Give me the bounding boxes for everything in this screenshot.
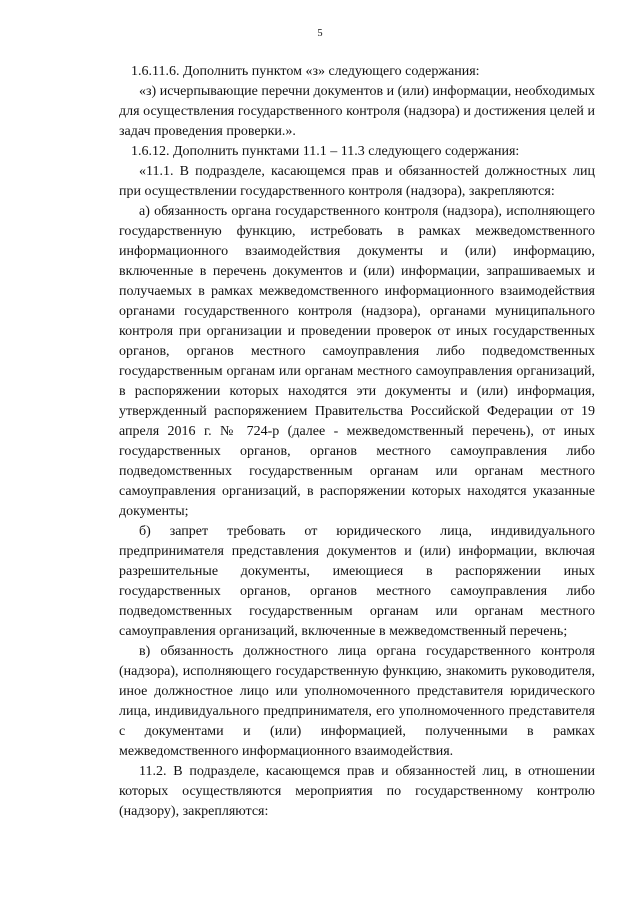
document-body [119, 62, 595, 822]
paragraph-11-2: 11.2. В подразделе, касающемся прав и обязанностей лиц, в отношении которых осуществляются мероприятия по государственному контролю (надзору), закрепляются: [119, 764, 595, 819]
paragraph-11-1: «11.1. В подразделе, касающемся прав и обязанностей должностных лиц при осуществлении государственного контроля (надзора), закрепляются: [119, 164, 595, 199]
page-number: 5 [317, 28, 323, 39]
paragraph-1-6-11-6: 1.6.11.6. Дополнить пунктом «з» следующего содержания: [131, 64, 480, 79]
paragraph-item-a: а) обязанность органа государственного контроля (надзора), исполняющего государственную функцию, истребовать в рамках межведомственного информационного взаимодействия документы и (или) информацию, включенные в перечень документов и (или) информации, запрашиваемых и получаемых в рамках межведомственного информационного взаимодействия органами государственного контроля (надзора), органами муниципального контроля при организации и проведении проверок от иных государственных органов, органов местного самоуправления либо подведомственных государственным органам или органам местного самоуправления организаций, в распоряжении которых находятся эти документы и (или) информация, утвержденный распоряжением Правительства Российской Федерации от 19 апреля 2016 г. № 724-р (далее - межведомственный перечень), от иных государственных органов, органов местного самоуправления либо подведомственных государственным органам или органам местного самоуправления организаций, в распоряжении которых находятся указанные документы; [119, 204, 595, 519]
paragraph-item-v: в) обязанность должностного лица органа государственного контроля (надзора), исполняющего государственную функцию, знакомить руководителя, иное должностное лицо или уполномоченного представителя юридического лица, индивидуального предпринимателя, его уполномоченного представителя с документами и (или) информацией, полученными в рамках межведомственного информационного взаимодействия. [119, 644, 595, 759]
paragraph-item-z: «з) исчерпывающие перечни документов и (или) информации, необходимых для осуществления государственного контроля (надзора) и достижения целей и задач проведения проверки.». [119, 84, 595, 139]
paragraph-item-b: б) запрет требовать от юридического лица, индивидуального предпринимателя представления документов и (или) информации, включая разрешительные документы, имеющиеся в распоряжении иных государственных органов, органов местного самоуправления либо подведомственных государственным органам или органам местного самоуправления организаций, включенные в межведомственный перечень; [119, 524, 595, 639]
paragraph-1-6-12: 1.6.12. Дополнить пунктами 11.1 – 11.3 следующего содержания: [131, 144, 520, 159]
